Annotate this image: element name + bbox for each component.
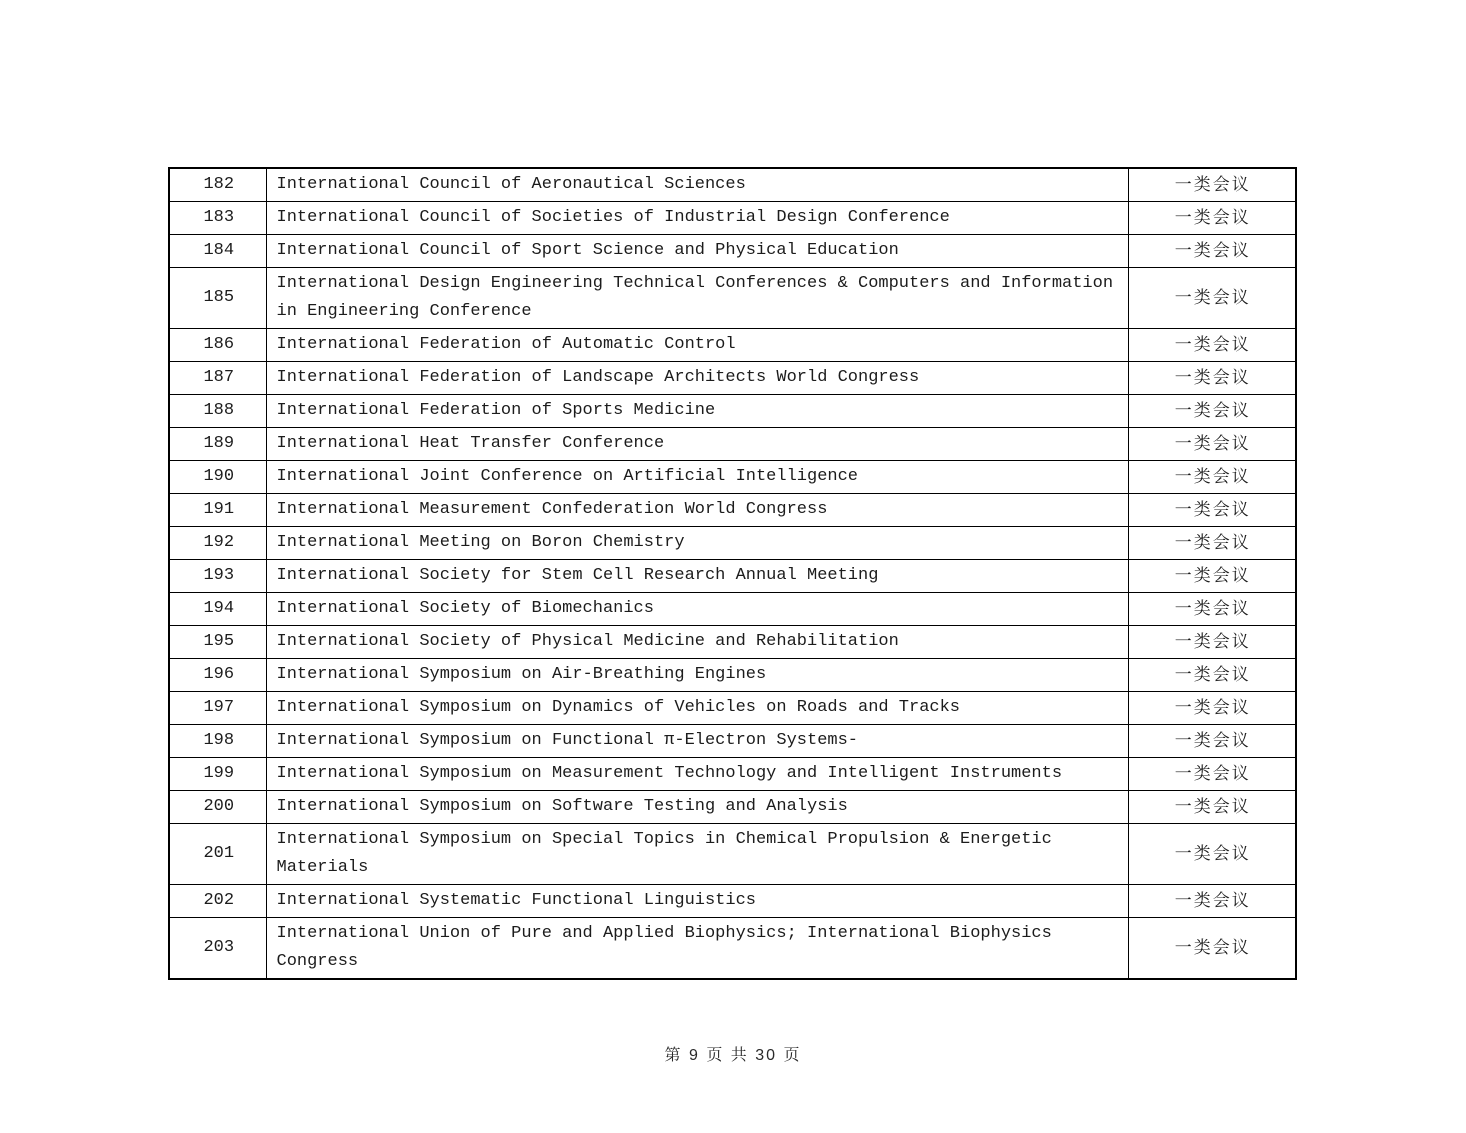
row-number-cell: 201 — [169, 824, 266, 885]
conference-category-cell: 一类会议 — [1128, 268, 1296, 329]
row-number-cell: 197 — [169, 692, 266, 725]
table-row — [169, 659, 1296, 692]
conference-name-cell: International Society of Biomechanics — [266, 593, 1128, 626]
table-row — [169, 235, 1296, 268]
row-number-cell: 194 — [169, 593, 266, 626]
conference-table — [168, 167, 1297, 980]
table-row — [169, 428, 1296, 461]
conference-name-cell: International Society of Physical Medicine and Rehabilitation — [266, 626, 1128, 659]
conference-name-cell: International Federation of Sports Medicine — [266, 395, 1128, 428]
row-number-cell: 199 — [169, 758, 266, 791]
row-number-cell: 191 — [169, 494, 266, 527]
conference-name-cell: International Symposium on Software Testing and Analysis — [266, 791, 1128, 824]
table-row — [169, 202, 1296, 235]
table-row — [169, 758, 1296, 791]
row-number-cell: 185 — [169, 268, 266, 329]
conference-category-cell: 一类会议 — [1128, 593, 1296, 626]
table-row — [169, 329, 1296, 362]
conference-name-cell: International Federation of Automatic Control — [266, 329, 1128, 362]
row-number-cell: 193 — [169, 560, 266, 593]
row-number-cell: 198 — [169, 725, 266, 758]
conference-name-cell: International Symposium on Air-Breathing Engines — [266, 659, 1128, 692]
conference-name-cell: International Joint Conference on Artificial Intelligence — [266, 461, 1128, 494]
table-row — [169, 560, 1296, 593]
conference-category-cell: 一类会议 — [1128, 362, 1296, 395]
conference-category-cell: 一类会议 — [1128, 527, 1296, 560]
conference-name-cell: International Symposium on Measurement Technology and Intelligent Instruments — [266, 758, 1128, 791]
conference-category-cell: 一类会议 — [1128, 202, 1296, 235]
table-row — [169, 885, 1296, 918]
row-number-cell: 190 — [169, 461, 266, 494]
page-number-footer: 第 9 页 共 30 页 — [664, 1047, 802, 1064]
conference-category-cell: 一类会议 — [1128, 885, 1296, 918]
table-row — [169, 494, 1296, 527]
table-row — [169, 461, 1296, 494]
table-row — [169, 918, 1296, 980]
conference-name-cell: International Society for Stem Cell Research Annual Meeting — [266, 560, 1128, 593]
conference-name-cell: International Federation of Landscape Architects World Congress — [266, 362, 1128, 395]
conference-category-cell: 一类会议 — [1128, 494, 1296, 527]
table-row — [169, 395, 1296, 428]
row-number-cell: 192 — [169, 527, 266, 560]
row-number-cell: 200 — [169, 791, 266, 824]
table-row — [169, 791, 1296, 824]
table-row — [169, 362, 1296, 395]
conference-category-cell: 一类会议 — [1128, 692, 1296, 725]
conference-category-cell: 一类会议 — [1128, 791, 1296, 824]
table-row — [169, 168, 1296, 202]
conference-category-cell: 一类会议 — [1128, 395, 1296, 428]
conference-table-container — [168, 167, 1297, 980]
conference-category-cell: 一类会议 — [1128, 918, 1296, 980]
conference-name-cell: International Council of Societies of Industrial Design Conference — [266, 202, 1128, 235]
row-number-cell: 187 — [169, 362, 266, 395]
table-row — [169, 626, 1296, 659]
row-number-cell: 189 — [169, 428, 266, 461]
conference-name-cell: International Union of Pure and Applied Biophysics; International Biophysics Congress — [266, 918, 1128, 980]
conference-name-cell: International Design Engineering Technical Conferences & Computers and Information in Engineering Conference — [266, 268, 1128, 329]
conference-category-cell: 一类会议 — [1128, 428, 1296, 461]
table-row — [169, 527, 1296, 560]
conference-category-cell: 一类会议 — [1128, 758, 1296, 791]
row-number-cell: 183 — [169, 202, 266, 235]
table-row — [169, 268, 1296, 329]
conference-name-cell: International Symposium on Dynamics of Vehicles on Roads and Tracks — [266, 692, 1128, 725]
table-row — [169, 824, 1296, 885]
row-number-cell: 196 — [169, 659, 266, 692]
conference-name-cell: International Council of Aeronautical Sciences — [266, 168, 1128, 202]
conference-category-cell: 一类会议 — [1128, 626, 1296, 659]
conference-category-cell: 一类会议 — [1128, 461, 1296, 494]
conference-table-body — [169, 168, 1296, 979]
conference-name-cell: International Symposium on Functional π-Electron Systems- — [266, 725, 1128, 758]
conference-name-cell: International Meeting on Boron Chemistry — [266, 527, 1128, 560]
row-number-cell: 184 — [169, 235, 266, 268]
conference-category-cell: 一类会议 — [1128, 659, 1296, 692]
conference-category-cell: 一类会议 — [1128, 329, 1296, 362]
conference-name-cell: International Measurement Confederation World Congress — [266, 494, 1128, 527]
conference-category-cell: 一类会议 — [1128, 560, 1296, 593]
row-number-cell: 195 — [169, 626, 266, 659]
row-number-cell: 203 — [169, 918, 266, 980]
conference-category-cell: 一类会议 — [1128, 168, 1296, 202]
conference-category-cell: 一类会议 — [1128, 235, 1296, 268]
row-number-cell: 202 — [169, 885, 266, 918]
row-number-cell: 186 — [169, 329, 266, 362]
conference-name-cell: International Council of Sport Science and Physical Education — [266, 235, 1128, 268]
conference-name-cell: International Heat Transfer Conference — [266, 428, 1128, 461]
conference-name-cell: International Systematic Functional Linguistics — [266, 885, 1128, 918]
row-number-cell: 182 — [169, 168, 266, 202]
row-number-cell: 188 — [169, 395, 266, 428]
table-row — [169, 692, 1296, 725]
table-row — [169, 725, 1296, 758]
conference-name-cell: International Symposium on Special Topics in Chemical Propulsion & Energetic Materials — [266, 824, 1128, 885]
conference-category-cell: 一类会议 — [1128, 824, 1296, 885]
table-row — [169, 593, 1296, 626]
conference-category-cell: 一类会议 — [1128, 725, 1296, 758]
